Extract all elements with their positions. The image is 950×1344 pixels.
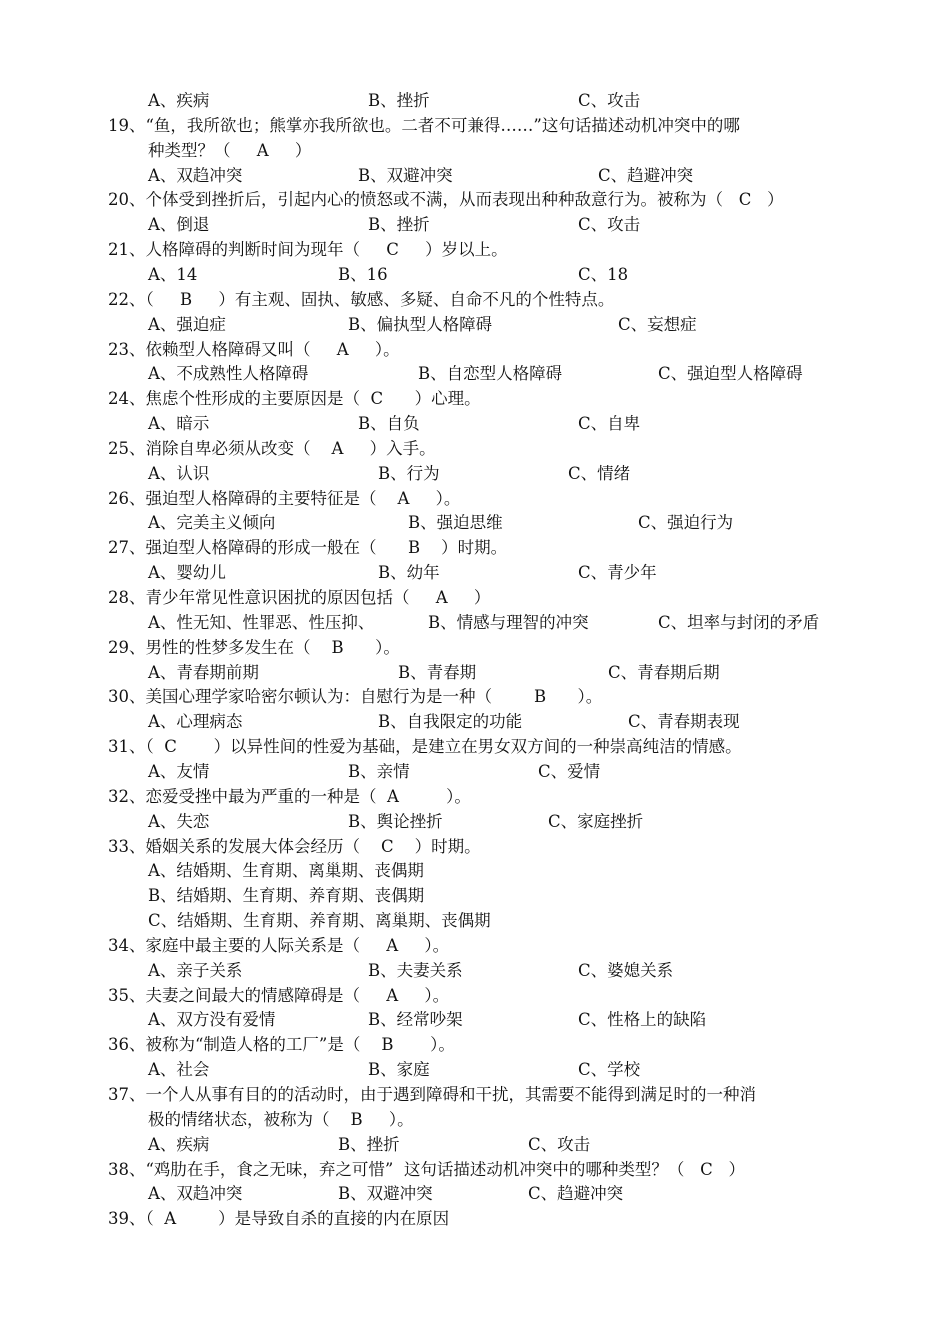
question-text: 32、恋爱受挫中最为严重的一种是（ A ）。 xyxy=(108,786,471,806)
question-text: 29、男性的性梦多发生在（ B ）。 xyxy=(108,637,400,657)
answer-option: A、不成熟性人格障碍 xyxy=(148,364,309,384)
answer-option: C、婆媳关系 xyxy=(578,960,674,980)
question-text: 36、被称为“制造人格的工厂”是（ B ）。 xyxy=(108,1035,455,1055)
answer-option: B、经常吵架 xyxy=(368,1010,463,1030)
answer-option: C、趋避冲突 xyxy=(598,165,694,185)
answer-option: A、双方没有爱情 xyxy=(148,1010,276,1030)
answer-option: B、挫折 xyxy=(338,1134,400,1154)
question-text: 25、消除自卑必须从改变（ A ）入手。 xyxy=(108,438,436,458)
answer-option: A、暗示 xyxy=(148,414,210,434)
answer-option: C、学校 xyxy=(578,1060,641,1080)
answer-option: C、青春期表现 xyxy=(628,712,740,732)
question-text: 37、一个人从事有目的的活动时，由于遇到障碍和干扰，其需要不能得到满足时的一种消 xyxy=(108,1085,756,1104)
answer-option: A、婴幼儿 xyxy=(148,563,226,583)
answer-option: B、偏执型人格障碍 xyxy=(348,314,493,334)
answer-option: B、16 xyxy=(338,264,388,284)
answer-option: C、家庭挫折 xyxy=(548,811,644,831)
answer-option: B、挫折 xyxy=(368,215,430,235)
question-text: 35、夫妻之间最大的情感障碍是（ A ）。 xyxy=(108,985,450,1005)
answer-option: B、夫妻关系 xyxy=(368,960,463,980)
answer-option: B、挫折 xyxy=(368,91,430,110)
answer-option: A、强迫症 xyxy=(148,314,226,334)
question-text: 24、焦虑个性形成的主要原因是（ C ）心理。 xyxy=(108,389,481,409)
answer-option: B、自负 xyxy=(358,414,420,434)
answer-option: B、情感与理智的冲突 xyxy=(428,612,589,632)
question-text: 31、（ C ）以异性间的性爱为基础，是建立在男女双方间的一种崇高纯洁的情感。 xyxy=(108,737,742,757)
answer-option: C、坦率与封闭的矛盾 xyxy=(658,612,820,632)
answer-option: C、情绪 xyxy=(568,463,631,483)
question-text-continued: B、结婚期、生育期、养育期、丧偶期 xyxy=(148,886,425,906)
answer-option: C、强迫行为 xyxy=(638,513,734,533)
answer-option: C、妄想症 xyxy=(618,314,697,334)
answer-option: B、行为 xyxy=(378,463,440,483)
question-text: 22、（ B ）有主观、固执、敏感、多疑、自命不凡的个性特点。 xyxy=(108,289,615,309)
answer-option: C、青少年 xyxy=(578,563,657,583)
question-text: 39、（ A ）是导致自杀的直接的内在原因 xyxy=(108,1209,450,1229)
question-text: 38、“鸡肋在手，食之无味，弃之可惜” 这句话描述动机冲突中的哪种类型？（ C ） xyxy=(108,1159,745,1179)
answer-option: B、舆论挫折 xyxy=(348,811,443,831)
answer-option: B、幼年 xyxy=(378,563,440,583)
answer-option: B、双避冲突 xyxy=(338,1184,433,1204)
answer-option: A、完美主义倾向 xyxy=(148,513,276,533)
answer-option: A、性无知、性罪恶、性压抑、 xyxy=(148,612,375,632)
answer-option: A、疾病 xyxy=(148,1134,210,1154)
answer-option: A、倒退 xyxy=(148,215,210,235)
answer-option: B、自我限定的功能 xyxy=(378,712,523,732)
answer-option: B、双避冲突 xyxy=(358,165,453,185)
question-text: 20、个体受到挫折后，引起内心的愤怒或不满，从而表现出种种敌意行为。被称为（ C ） xyxy=(108,190,784,210)
question-text-continued: A、结婚期、生育期、离巢期、丧偶期 xyxy=(148,861,424,881)
answer-option: C、强迫型人格障碍 xyxy=(658,364,803,384)
question-text-continued: C、结婚期、生育期、养育期、离巢期、丧偶期 xyxy=(148,911,491,931)
answer-option: A、双趋冲突 xyxy=(148,1184,243,1204)
answer-option: A、心理病态 xyxy=(148,712,243,732)
answer-option: B、青春期 xyxy=(398,662,477,682)
question-text: 34、家庭中最主要的人际关系是（ A ）。 xyxy=(108,935,450,955)
answer-option: C、自卑 xyxy=(578,414,641,434)
question-text-continued: 极的情绪状态，被称为（ B ）。 xyxy=(148,1109,414,1129)
answer-option: C、攻击 xyxy=(578,91,641,110)
question-text: 27、强迫型人格障碍的形成一般在（ B ）时期。 xyxy=(108,538,508,558)
answer-option: C、性格上的缺陷 xyxy=(578,1010,707,1030)
answer-option: C、攻击 xyxy=(528,1134,591,1154)
question-text: 33、婚姻关系的发展大体会经历（ C ）时期。 xyxy=(108,836,481,856)
answer-option: A、失恋 xyxy=(148,811,210,831)
question-text: 28、青少年常见性意识困扰的原因包括（ A ） xyxy=(108,588,491,607)
answer-option: A、疾病 xyxy=(148,91,210,110)
answer-option: A、14 xyxy=(148,264,198,284)
answer-option: C、18 xyxy=(578,264,629,284)
answer-option: C、攻击 xyxy=(578,215,641,235)
question-text: 23、依赖型人格障碍又叫（ A ）。 xyxy=(108,339,400,359)
question-text: 30、美国心理学家哈密尔顿认为：自慰行为是一种（ B ）。 xyxy=(108,687,603,707)
question-text: 19、“鱼，我所欲也；熊掌亦我所欲也。二者不可兼得……”这句话描述动机冲突中的哪 xyxy=(108,115,740,135)
answer-option: B、家庭 xyxy=(368,1060,430,1080)
answer-option: A、社会 xyxy=(148,1060,210,1080)
answer-option: B、亲情 xyxy=(348,761,410,781)
answer-option: A、友情 xyxy=(148,761,210,781)
answer-option: C、趋避冲突 xyxy=(528,1184,624,1204)
answer-option: B、强迫思维 xyxy=(408,513,503,533)
answer-option: A、亲子关系 xyxy=(148,960,243,980)
question-text: 26、强迫型人格障碍的主要特征是（ A ）。 xyxy=(108,488,461,508)
answer-option: C、青春期后期 xyxy=(608,662,720,682)
answer-option: A、青春期前期 xyxy=(148,662,259,682)
answer-option: B、自恋型人格障碍 xyxy=(418,364,563,384)
question-text-continued: 种类型？（ A ） xyxy=(148,140,312,160)
answer-option: C、爱情 xyxy=(538,761,601,781)
answer-option: A、双趋冲突 xyxy=(148,165,243,185)
question-text: 21、人格障碍的判断时间为现年（ C ）岁以上。 xyxy=(108,240,508,260)
answer-option: A、认识 xyxy=(148,463,210,483)
